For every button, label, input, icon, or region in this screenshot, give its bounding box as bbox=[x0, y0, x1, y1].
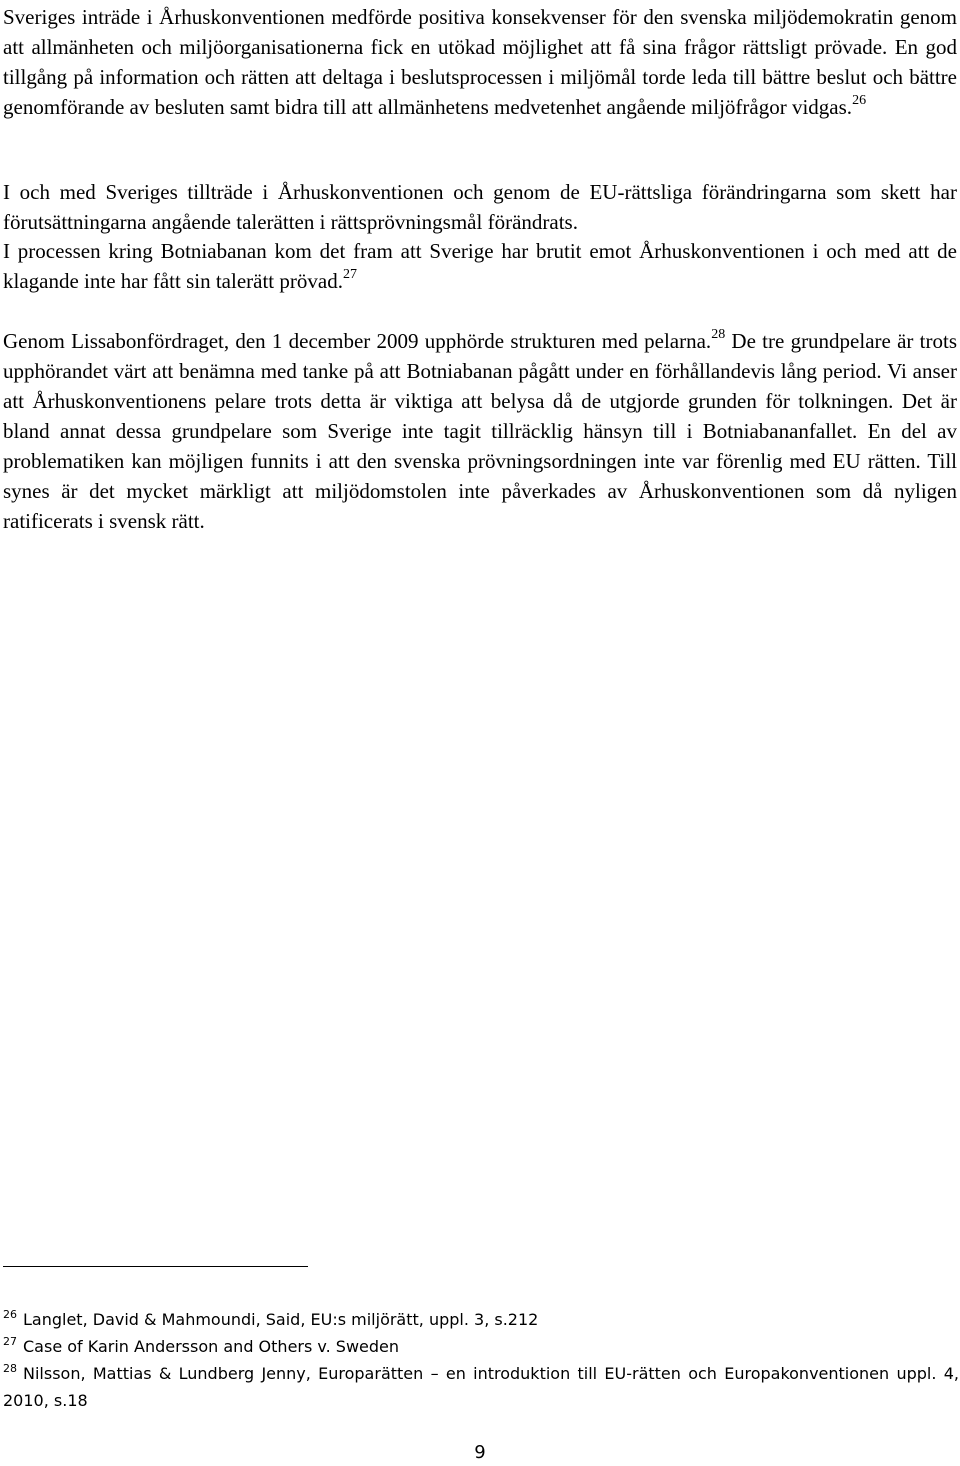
paragraph-text: I och med Sveriges tillträde i Århuskonventionen och genom de EU-rättsliga förändringarna som skett har förutsättningarna angående talerätten i rättsprövningsmål förändrats. bbox=[3, 180, 957, 234]
footnote-number: 28 bbox=[3, 1361, 17, 1375]
page-number: 9 bbox=[474, 1442, 486, 1463]
paragraph-text: I processen kring Botniabanan kom det fram att Sverige har brutit emot Århuskonventionen i och med att de klagande inte har fått sin talerätt prövad. bbox=[3, 239, 957, 293]
body-paragraph bbox=[3, 177, 957, 237]
footnote-separator bbox=[3, 1266, 308, 1267]
footnote-reference: 26 bbox=[852, 93, 867, 108]
footnote-26 bbox=[3, 1306, 959, 1333]
footnote-text: Nilsson, Mattias & Lundberg Jenny, Europarätten – en introduktion till EU-rätten och Europakonventionen uppl. 4, 2010, s.18 bbox=[3, 1364, 959, 1410]
paragraph-text: De tre grundpelare är trots upphörandet värt att benämna med tanke på att Botniabanan pågått under en förhållandevis lång period. Vi anser att Århuskonventionens pelare trots detta är viktiga att belysa då de utgjorde grunden för tolkningen. Det är bland annat dessa grundpelare som Sverige inte tagit tillräcklig hänsyn till i Botniabananfallet. En del av problematiken kan möjligen funnits i att den svenska prövningsordningen inte var förenlig med EU rätten. Till synes är det mycket märkligt att miljödomstolen inte påverkades av Århuskonventionen som då nyligen ratificerats i svensk rätt. bbox=[3, 329, 957, 533]
paragraph-text: Sveriges inträde i Århuskonventionen medförde positiva konsekvenser för den svenska miljödemokratin genom att allmänheten och miljöorganisationerna fick en utökad möjlighet att få sina frågor rättsligt prövade. En god tillgång på information och rätten att deltaga i beslutsprocessen i miljömål torde leda till bättre beslut och bättre genomförande av besluten samt bidra till att allmänhetens medvetenhet angående miljöfrågor vidgas. bbox=[3, 5, 957, 119]
footnote-text: Langlet, David & Mahmoundi, Said, EU:s miljörätt, uppl. 3, s.212 bbox=[23, 1310, 539, 1329]
footnote-27 bbox=[3, 1333, 959, 1360]
footnote-reference: 28 bbox=[711, 327, 726, 342]
body-paragraph bbox=[3, 326, 957, 536]
footnote-28 bbox=[3, 1360, 959, 1414]
footnotes bbox=[3, 1306, 959, 1414]
footnote-number: 27 bbox=[3, 1334, 17, 1348]
paragraph-text: Genom Lissabonfördraget, den 1 december 2009 upphörde strukturen med pelarna. bbox=[3, 329, 712, 353]
footnote-reference: 27 bbox=[342, 267, 357, 282]
body-paragraph bbox=[3, 2, 957, 122]
footnote-number: 26 bbox=[3, 1307, 17, 1321]
body-paragraph bbox=[3, 236, 957, 296]
footnote-text: Case of Karin Andersson and Others v. Sweden bbox=[23, 1337, 400, 1356]
